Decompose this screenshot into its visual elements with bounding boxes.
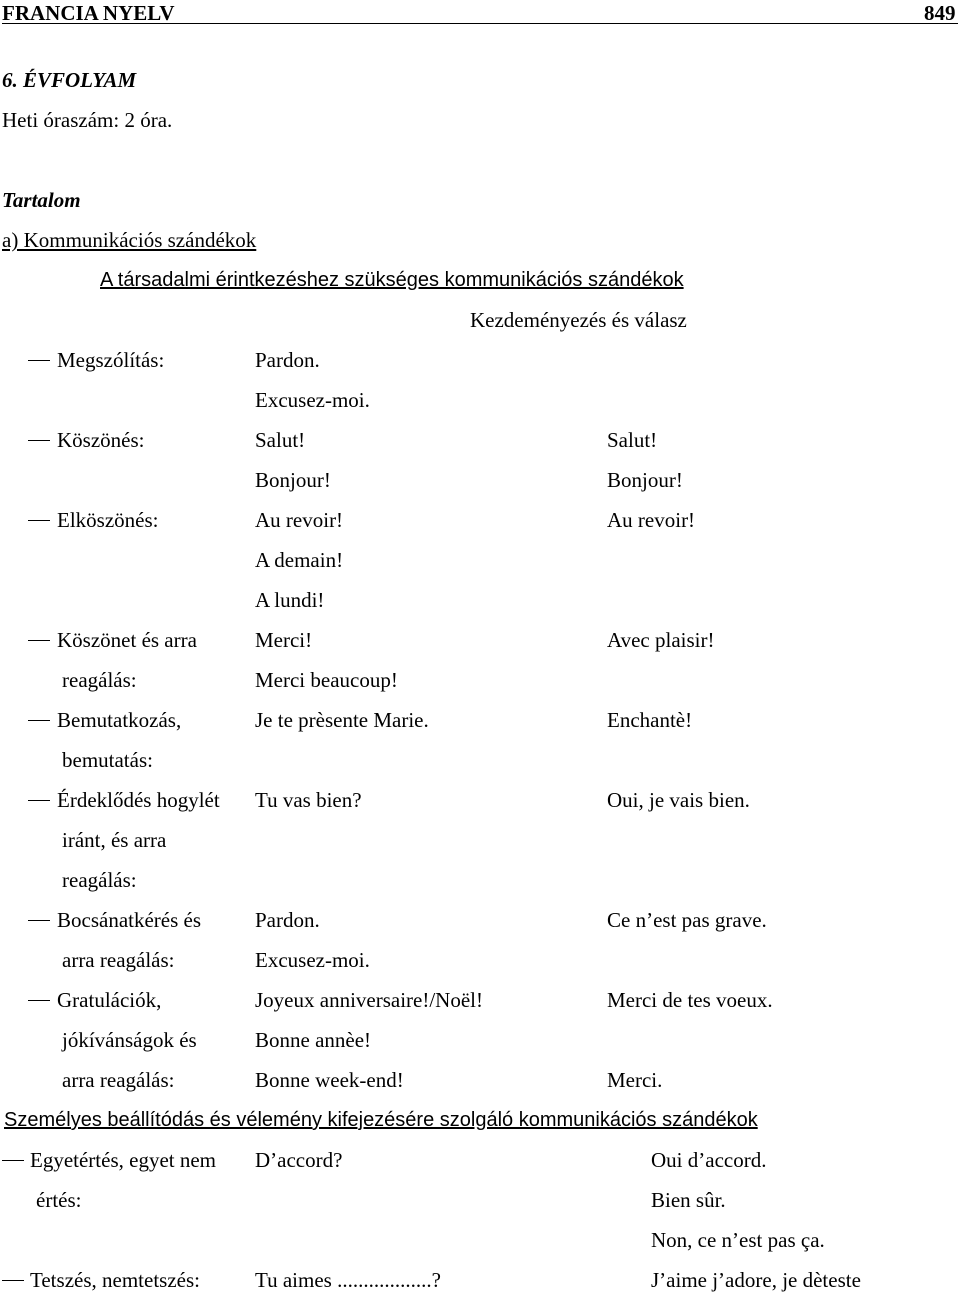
section-a-heading: a) Kommunikációs szándékok [2, 228, 257, 252]
subsection1-heading: A társadalmi érintkezéshez szükséges kommunikációs szándékok [100, 269, 684, 291]
header-rule [2, 23, 958, 24]
response-phrase: Ce n’est pas grave. [607, 908, 767, 932]
response-phrase: Non, ce n’est pas ça. [651, 1228, 825, 1252]
row-label: Köszönés: [57, 428, 145, 452]
row-label: Gratulációk, [57, 988, 162, 1012]
row-label-continued: arra reagálás: [62, 948, 175, 972]
row-label: Köszönet és arra [57, 628, 197, 652]
row-dash [28, 640, 50, 641]
response-phrase: Enchantè! [607, 708, 693, 732]
row-label: Megszólítás: [57, 348, 165, 372]
row-dash [2, 1280, 24, 1281]
initiation-phrase: Au revoir! [255, 508, 344, 532]
initiation-phrase: Joyeux anniversaire!/Noël! [255, 988, 483, 1012]
row-dash [28, 360, 50, 361]
row-label: Bocsánatkérés és [57, 908, 202, 932]
response-phrase: Au revoir! [607, 508, 696, 532]
row-label: Érdeklődés hogylét [57, 788, 220, 812]
response-phrase: Oui d’accord. [651, 1148, 767, 1172]
row-label-continued: reagálás: [62, 668, 137, 692]
row-label: Tetszés, nemtetszés: [30, 1268, 200, 1292]
hours-text: Heti óraszám: 2 óra. [2, 108, 173, 132]
grade-heading: 6. ÉVFOLYAM [2, 68, 137, 92]
response-phrase: Merci. [607, 1068, 663, 1092]
initiation-phrase: Pardon. [255, 908, 320, 932]
initiation-phrase: Tu aimes ..................? [255, 1268, 441, 1292]
row-label-continued: jókívánságok és [62, 1028, 197, 1052]
row-dash [28, 520, 50, 521]
page-number: 849 [924, 1, 956, 25]
row-label-continued: reagálás: [62, 868, 137, 892]
initiation-phrase: Bonne annèe! [255, 1028, 372, 1052]
initiation-phrase: Merci! [255, 628, 313, 652]
row-dash [28, 440, 50, 441]
initiation-phrase: D’accord? [255, 1148, 343, 1172]
response-phrase: J’aime j’adore, je dèteste [651, 1268, 861, 1292]
row-label-continued: iránt, és arra [62, 828, 167, 852]
row-label: Bemutatkozás, [57, 708, 182, 732]
initiation-phrase: Excusez-moi. [255, 388, 370, 412]
row-dash [28, 1000, 50, 1001]
row-label-continued: bemutatás: [62, 748, 153, 772]
row-label: Elköszönés: [57, 508, 159, 532]
header-title: FRANCIA NYELV [2, 1, 175, 25]
response-phrase: Bonjour! [607, 468, 683, 492]
initiation-phrase: Excusez-moi. [255, 948, 370, 972]
initiation-phrase: A lundi! [255, 588, 325, 612]
response-phrase: Avec plaisir! [607, 628, 715, 652]
row-label-continued: értés: [36, 1188, 82, 1212]
initiation-phrase: Pardon. [255, 348, 320, 372]
response-phrase: Bien sûr. [651, 1188, 726, 1212]
initiation-phrase: Tu vas bien? [255, 788, 362, 812]
row-dash [28, 800, 50, 801]
subsection2-heading: Személyes beállítódás és vélemény kifejezésére szolgáló kommunikációs szándékok [4, 1109, 758, 1131]
initiation-phrase: A demain! [255, 548, 344, 572]
row-dash [2, 1160, 24, 1161]
contents-heading: Tartalom [2, 188, 81, 212]
response-phrase: Merci de tes voeux. [607, 988, 773, 1012]
initiation-phrase: Bonjour! [255, 468, 331, 492]
initiation-phrase: Bonne week-end! [255, 1068, 404, 1092]
initiation-phrase: Merci beaucoup! [255, 668, 398, 692]
column-header: Kezdeményezés és válasz [470, 308, 687, 332]
row-label: Egyetértés, egyet nem [30, 1148, 217, 1172]
initiation-phrase: Salut! [255, 428, 306, 452]
row-dash [28, 920, 50, 921]
response-phrase: Oui, je vais bien. [607, 788, 750, 812]
response-phrase: Salut! [607, 428, 658, 452]
initiation-phrase: Je te prèsente Marie. [255, 708, 429, 732]
row-dash [28, 720, 50, 721]
row-label-continued: arra reagálás: [62, 1068, 175, 1092]
